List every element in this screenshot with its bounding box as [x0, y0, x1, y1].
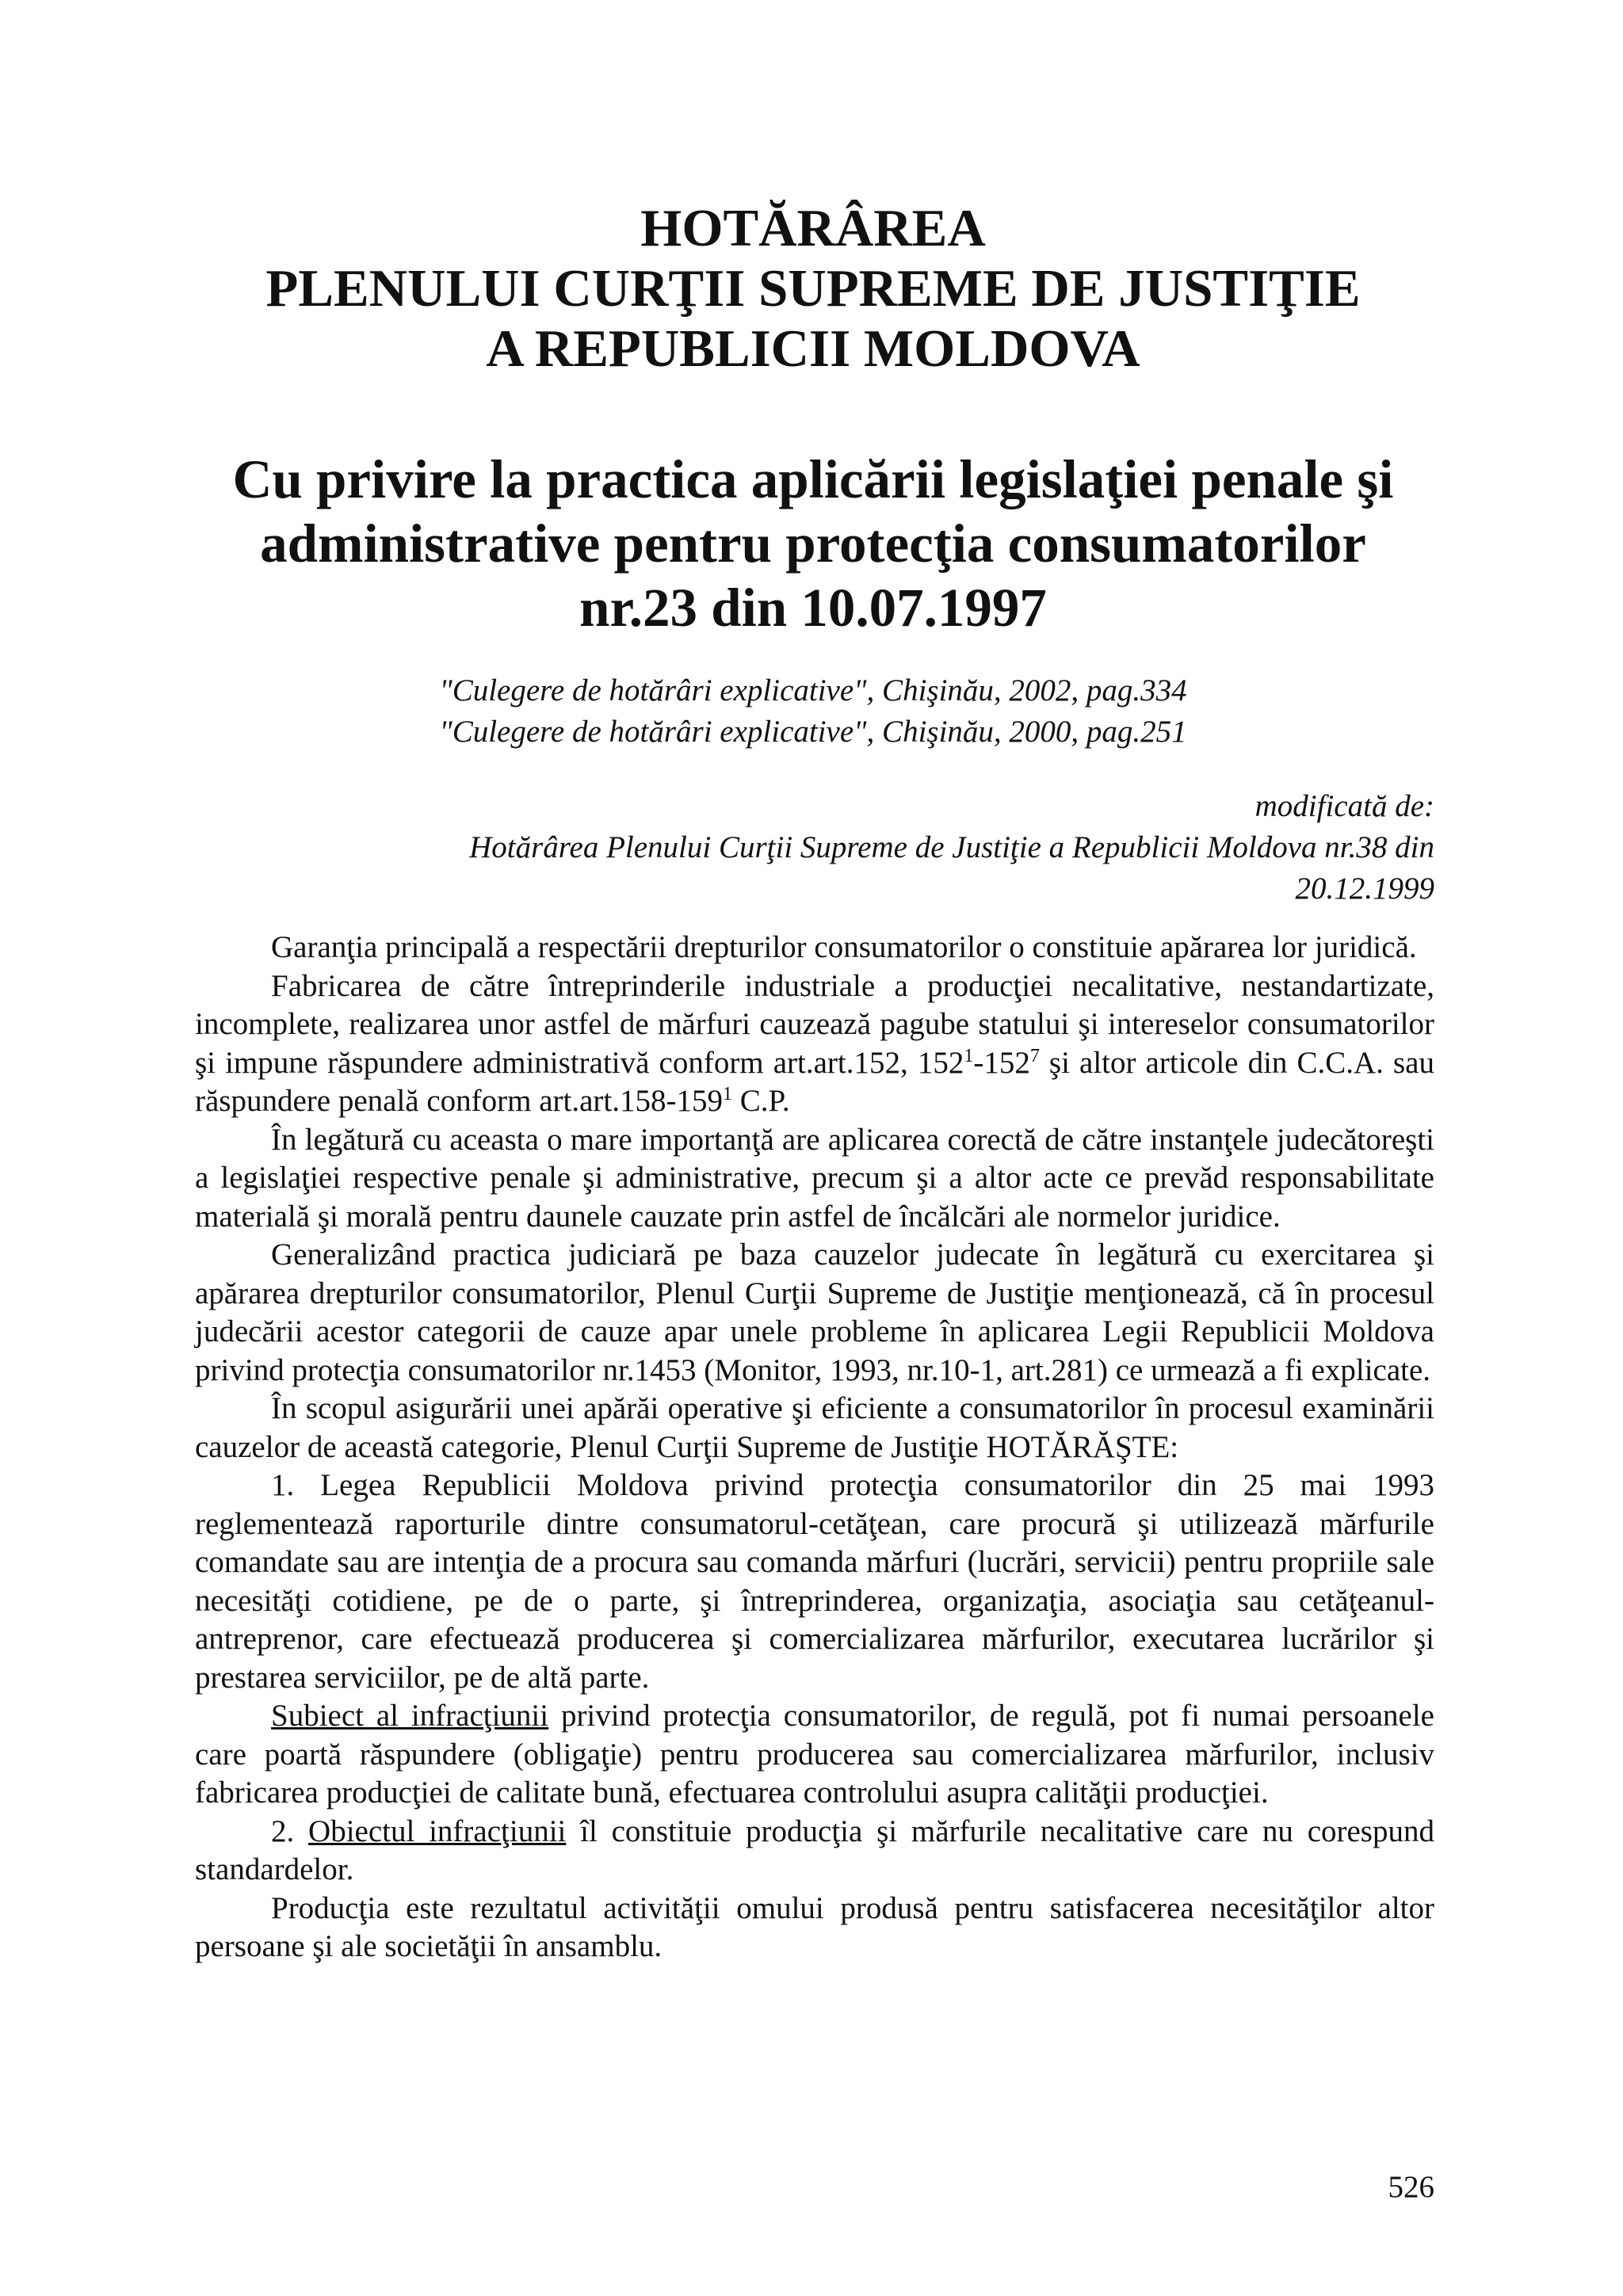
source-1: "Culegere de hotărâri explicative", Chişinău, 2002, pag.334 — [439, 673, 1187, 707]
paragraph-2-text-c: şi altor articole din C.C.A. sau răspundere penală conform art.art.158-159 — [195, 1045, 1434, 1118]
amendment-note — [333, 786, 1434, 910]
superscript: 1 — [722, 1084, 732, 1104]
paragraph-9: Producţia este rezultatul activităţii omului produsă pentru satisfacerea necesităţilor altor persoane şi ale societăţii în ansamblu. — [195, 1890, 1434, 1963]
paragraph-4: Generalizând practica judiciară pe baza cauzelor judecate în legătură cu exercitarea şi apărarea drepturilor consumatorilor, Plenul Curţii Supreme de Justiţie menţionează, că în procesul judecării acestor categorii de cauze apar unele probleme în aplicarea Legii Republicii Moldova privind protecţia consumatorilor nr.1453 (Monitor, 1993, nr.10-1, art.281) ce urmează a fi explicate. — [195, 1238, 1434, 1387]
superscript: 7 — [1029, 1045, 1040, 1066]
paragraph-5: În scopul asigurării unei apărăi operative şi eficiente a consumatorilor în procesul examinării cauzelor de această categorie, Plenul Curţii Supreme de Justiţie HOTĂRĂŞTE: — [195, 1391, 1434, 1464]
document-body — [195, 929, 1434, 1966]
subtitle-line-1: Cu privire la practica aplicării legislaţiei penale şi — [232, 449, 1394, 509]
subtitle-line-2: administrative pentru protecţia consumatorilor — [260, 513, 1366, 574]
source-2: "Culegere de hotărâri explicative", Chişinău, 2000, pag.251 — [439, 715, 1187, 749]
paragraph-7 — [195, 1697, 1434, 1813]
superscript: 1 — [964, 1045, 974, 1066]
paragraph-3: În legătură cu aceasta o mare importanţă are aplicarea corectă de către instanţele judecătoreşti a legislaţiei respective penale şi administrative, precum şi a altor acte ce prevăd responsabilitate materială şi morală pentru daunele cauzate prin astfel de încălcări ale normelor juridice. — [195, 1122, 1434, 1234]
paragraph-8-number: 2. — [271, 1814, 309, 1848]
underlined-term-object: Obiectul infracţiunii — [308, 1814, 567, 1848]
amendment-label: modificată de: — [1254, 789, 1434, 823]
paragraph-2-text-a: Fabricarea de către întreprinderile industriale a producţiei necalitative, nestandartizate, incomplete, realizarea unor astfel de mărfuri cauzează pagube statului şi intereselor consumatorilor şi impune răspundere administrativă conform art.art.152, 152 — [195, 968, 1434, 1080]
page-number: 526 — [1388, 2170, 1434, 2204]
paragraph-2 — [195, 967, 1434, 1121]
paragraph-2-text-d: C.P. — [731, 1084, 790, 1118]
title-line-3: A REPUBLICII MOLDOVA — [486, 319, 1140, 378]
amendment-line-2: 20.12.1999 — [1295, 871, 1434, 906]
paragraph-2-text-b: -152 — [973, 1045, 1030, 1080]
document-title — [195, 198, 1431, 379]
amendment-line-1: Hotărârea Plenului Curţii Supreme de Justiţie a Republicii Moldova nr.38 din — [469, 830, 1434, 864]
paragraph-1: Garanţia principală a respectării drepturilor consumatorilor o constituie apărarea lor juridică. — [271, 930, 1417, 964]
publication-sources — [195, 670, 1431, 753]
underlined-term-subject: Subiect al infracţiunii — [271, 1699, 549, 1733]
title-line-2: PLENULUI CURŢII SUPREME DE JUSTIŢIE — [265, 259, 1361, 318]
document-subtitle — [195, 448, 1431, 640]
subtitle-line-3: nr.23 din 10.07.1997 — [579, 578, 1047, 638]
title-line-1: HOTĂRÂREA — [640, 199, 986, 257]
paragraph-8-text: îl constituie producţia şi mărfurile necalitative care nu corespund standardelor. — [195, 1814, 1434, 1886]
paragraph-7-text: privind protecţia consumatorilor, de regulă, pot fi numai persoanele care poartă răspundere (obligaţie) pentru producerea sau comercializarea mărfurilor, inclusiv fabricarea producţiei de calitate bună, efectuarea controlului asupra calităţii producţiei. — [195, 1699, 1434, 1810]
paragraph-6: 1. Legea Republicii Moldova privind protecţia consumatorilor din 25 mai 1993 reglementează raporturile dintre consumatorul-cetăţean, care procură şi utilizează mărfurile comandate sau are intenţia de a procura sau comanda mărfuri (lucrări, servicii) pentru propriile sale necesităţi cotidiene, pe de o parte, şi întreprinderea, organizaţia, asociaţia sau cetăţeanul-antreprenor, care efectuează producerea şi comercializarea mărfurilor, executarea lucrărilor şi prestarea serviciilor, pe de altă parte. — [195, 1468, 1434, 1695]
paragraph-8 — [195, 1813, 1434, 1890]
